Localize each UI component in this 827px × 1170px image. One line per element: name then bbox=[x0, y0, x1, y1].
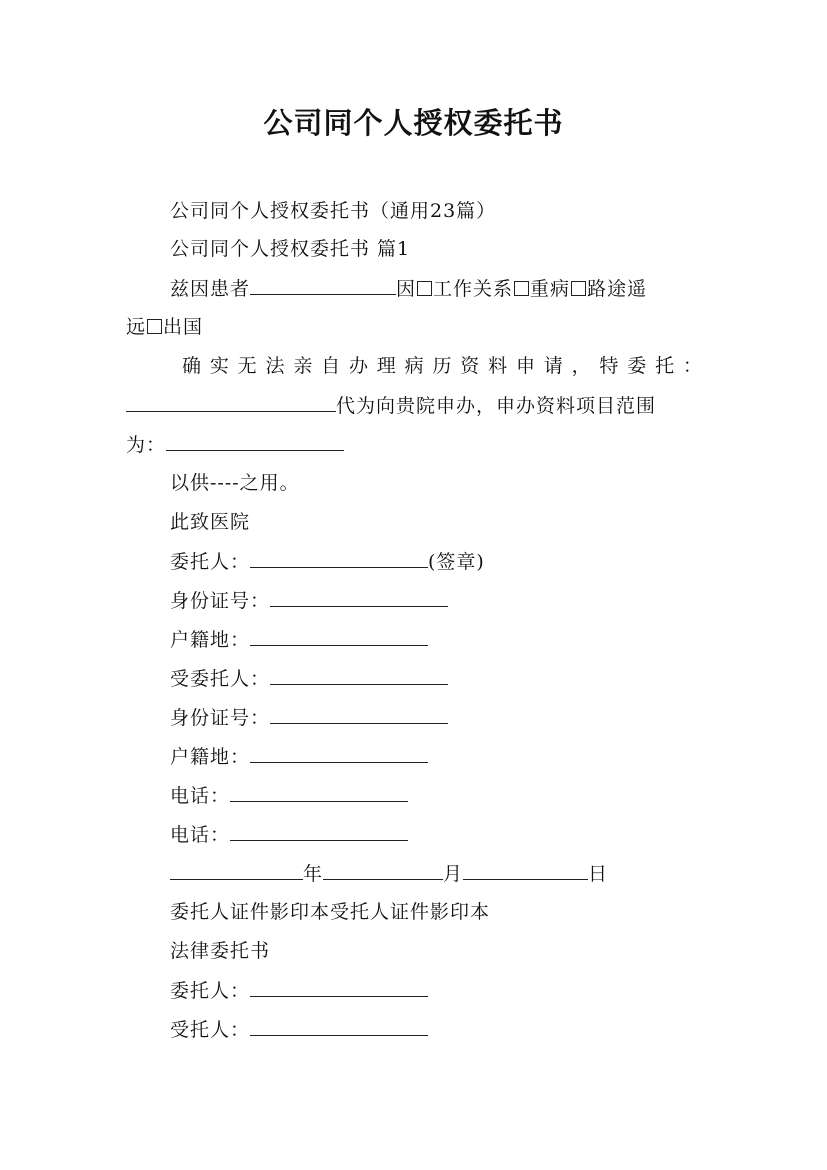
option-work: 工作关系 bbox=[433, 278, 514, 300]
legal-trustee-field bbox=[170, 1015, 428, 1044]
entrust-char: 特 bbox=[599, 355, 619, 377]
document-title: 公司同个人授权委托书 bbox=[263, 106, 564, 140]
phone-field-1 bbox=[170, 781, 408, 810]
phone-blank-1 bbox=[230, 781, 408, 802]
agent-hukou-field bbox=[170, 742, 428, 771]
agent-blank bbox=[270, 664, 448, 685]
hukou-label-2: 户籍地： bbox=[170, 746, 251, 768]
entrust-char: 申 bbox=[515, 355, 535, 377]
entrust-char: 实 bbox=[209, 355, 229, 377]
principal-blank bbox=[250, 547, 428, 568]
patient-name-blank bbox=[250, 274, 396, 295]
entrust-char: 料 bbox=[488, 355, 508, 377]
entrust-char: 亲 bbox=[293, 355, 313, 377]
phone-label-2: 电话： bbox=[170, 824, 231, 846]
id-label-2: 身份证号： bbox=[170, 707, 271, 729]
entrust-char: 无 bbox=[237, 355, 257, 377]
option-distance-end: 远 bbox=[126, 316, 147, 338]
scope-lead: 为： bbox=[126, 434, 167, 456]
day-blank bbox=[463, 859, 588, 880]
hukou-label-1: 户籍地： bbox=[170, 629, 251, 651]
checkbox-abroad bbox=[147, 319, 162, 334]
phone-label-1: 电话： bbox=[170, 785, 231, 807]
hukou-blank-2 bbox=[250, 742, 428, 763]
agent-field bbox=[170, 664, 448, 693]
entrust-char: 历 bbox=[432, 355, 452, 377]
hukou-blank-1 bbox=[250, 625, 428, 646]
day-label: 日 bbox=[588, 863, 609, 885]
checkbox-distance bbox=[571, 281, 586, 296]
entrust-char: 请 bbox=[543, 355, 563, 377]
date-line bbox=[170, 859, 608, 888]
option-illness: 重病 bbox=[530, 278, 571, 300]
section-heading-1: 公司同个人授权委托书 篇1 bbox=[170, 238, 411, 260]
section-heading-2: 法律委托书 bbox=[170, 940, 271, 962]
agent-label: 受委托人： bbox=[170, 668, 271, 690]
patient-lead: 兹因患者 bbox=[170, 278, 251, 300]
entrust-char: 办 bbox=[348, 355, 368, 377]
entrust-line-1 bbox=[182, 352, 702, 380]
entrust-char: 病 bbox=[404, 355, 424, 377]
month-label: 月 bbox=[443, 863, 464, 885]
checkbox-illness bbox=[514, 281, 529, 296]
entrust-char: 确 bbox=[182, 355, 202, 377]
entrust-char: ， bbox=[571, 355, 591, 377]
option-abroad: 出国 bbox=[163, 316, 204, 338]
agent-name-blank bbox=[126, 391, 336, 412]
entrust-char: 法 bbox=[265, 355, 285, 377]
legal-principal-blank bbox=[250, 976, 428, 997]
option-distance: 路途遥 bbox=[587, 278, 648, 300]
principal-field bbox=[170, 547, 485, 576]
id-blank-1 bbox=[270, 586, 448, 607]
entrust-char: ： bbox=[682, 355, 702, 377]
year-blank bbox=[170, 859, 303, 880]
principal-hukou-field bbox=[170, 625, 428, 654]
purpose-line: 以供----之用。 bbox=[170, 472, 300, 494]
entrust-line-2-text: 代为向贵院申办，申办资料项目范围 bbox=[336, 395, 657, 417]
year-label: 年 bbox=[303, 863, 324, 885]
principal-label: 委托人： bbox=[170, 551, 251, 573]
entrust-char: 托 bbox=[655, 355, 675, 377]
entrust-char: 资 bbox=[460, 355, 480, 377]
patient-line bbox=[170, 274, 647, 303]
id-label-1: 身份证号： bbox=[170, 590, 271, 612]
principal-sign: (签章) bbox=[428, 551, 485, 573]
scope-blank bbox=[166, 430, 344, 451]
entrust-line-2 bbox=[126, 391, 656, 420]
patient-line-2 bbox=[126, 313, 203, 341]
agent-id-field bbox=[170, 703, 448, 732]
checkbox-work bbox=[417, 281, 432, 296]
legal-trustee-blank bbox=[250, 1015, 428, 1036]
reason-lead: 因 bbox=[396, 278, 417, 300]
legal-principal-label: 委托人： bbox=[170, 980, 251, 1002]
phone-field-2 bbox=[170, 820, 408, 849]
phone-blank-2 bbox=[230, 820, 408, 841]
subtitle: 公司同个人授权委托书（通用23篇） bbox=[170, 200, 497, 222]
id-copies-line: 委托人证件影印本受托人证件影印本 bbox=[170, 901, 491, 923]
id-blank-2 bbox=[270, 703, 448, 724]
entrust-char: 委 bbox=[627, 355, 647, 377]
legal-principal-field bbox=[170, 976, 428, 1005]
principal-id-field bbox=[170, 586, 448, 615]
legal-trustee-label: 受托人： bbox=[170, 1019, 251, 1041]
salutation: 此致医院 bbox=[170, 511, 251, 533]
entrust-line-3 bbox=[126, 430, 344, 459]
entrust-char: 自 bbox=[321, 355, 341, 377]
month-blank bbox=[323, 859, 443, 880]
entrust-char: 理 bbox=[376, 355, 396, 377]
